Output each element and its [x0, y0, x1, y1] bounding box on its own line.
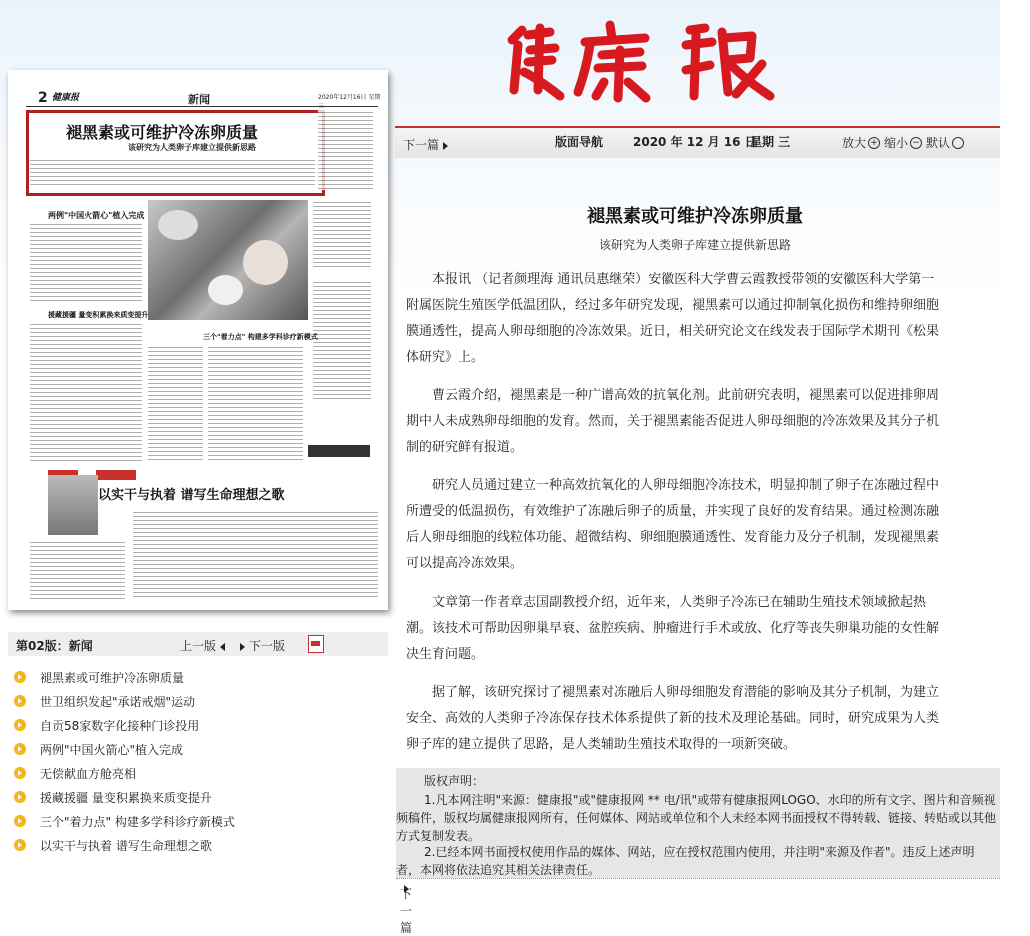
- bullet-icon: [14, 791, 26, 803]
- photo-figure: [208, 275, 243, 305]
- bullet-icon: [14, 815, 26, 827]
- bottom-nav: [396, 878, 1000, 935]
- bullet-icon: [14, 695, 26, 707]
- thumbnail-text-block: [30, 322, 142, 462]
- bullet-icon: [14, 719, 26, 731]
- article-link-label: 以实干与执着 谱写生命理想之歌: [40, 838, 212, 853]
- next-article-label: 下一篇: [403, 138, 440, 152]
- zoom-default-label: 默认: [926, 136, 951, 150]
- zoom-out-label: 缩小: [884, 136, 909, 150]
- thumbnail-lead-subtitle: 该研究为人类卵子库建立提供新思路: [128, 143, 256, 152]
- article-paragraph: 研究人员通过建立一种高效抗氧化的人卵母细胞冷冻技术，明显抑制了卵子在冻融过程中所遭受的低温损伤，有效维护了冻融后卵子的质量，并实现了良好的发育结果。通过检测冻融后人卵母细胞的线粒体功能、超微结构、卵细胞膜通透性、发育能力及分子机制，发现褪黑素可以提高冷冻效果。: [406, 478, 940, 571]
- edition-navbar: [395, 126, 1000, 158]
- thumbnail-text-block: [313, 280, 371, 400]
- list-item[interactable]: [14, 761, 384, 785]
- prev-edition-link[interactable]: [180, 637, 225, 654]
- edition-label: 第02版：新闻: [16, 639, 93, 653]
- triangle-right-icon: [443, 142, 448, 150]
- issue-date: 2020 年 12 月 16 日: [633, 135, 757, 149]
- zoom-controls: [842, 134, 964, 151]
- thumbnail-text-block: [148, 345, 203, 460]
- thumbnail-logo: 健康报: [52, 93, 80, 103]
- article-link-label: 无偿献血方舱亮相: [40, 766, 137, 781]
- copyright-title: 版权声明：: [424, 774, 485, 788]
- article-title: 褪黑素或可维护冷冻卵质量: [587, 206, 803, 227]
- photo-figure: [243, 240, 288, 285]
- article-paragraph: 文章第一作者章志国副教授介绍，近年来，人类卵子冷冻已在辅助生殖技术领域掀起热潮。该技术可帮助因卵巢早衰、盆腔疾病、肿瘤进行手术或放、化疗等丧失卵巢功能的女性解决生育问题。: [406, 595, 940, 662]
- copyright-item-1: 1.凡本网注明"来源：健康报"或"健康报网 ** 电/讯"或带有健康报网LOGO、水印的所有文字、图片和音频视频稿件，版权均属健康报网所有，任何媒体、网站或单位和个人未经本网书面授权不得转载、链接、转贴或以其他方式复制发表。: [396, 793, 997, 843]
- plus-icon: +: [868, 137, 880, 149]
- band-tag: [96, 470, 136, 480]
- thumbnail-text-block: [318, 110, 373, 190]
- thumbnail-text-block: [313, 200, 371, 270]
- thumbnail-page-number: 2: [38, 90, 48, 106]
- newspaper-page-thumbnail[interactable]: [8, 70, 388, 610]
- list-item[interactable]: [14, 665, 384, 689]
- list-item[interactable]: [14, 713, 384, 737]
- thumbnail-rule: [26, 106, 378, 107]
- triangle-right-icon: [240, 643, 245, 651]
- thumbnail-headline-song: 以实干与执着 谱写生命理想之歌: [98, 488, 285, 503]
- thumbnail-portrait: [48, 475, 98, 535]
- thumbnail-headline-2: 两例"中国火箭心"植入完成: [48, 211, 145, 220]
- bullet-icon: [14, 767, 26, 779]
- thumbnail-text-block: [30, 540, 125, 600]
- next-edition-label: 下一版: [249, 639, 286, 653]
- thumbnail-text-block: [208, 345, 303, 460]
- thumbnail-lead-title: 褪黑素或可维护冷冻卵质量: [66, 123, 259, 142]
- article-link-label: 援藏援疆 量变积累换来质变提升: [40, 790, 212, 805]
- calligraphy-logo: [500, 10, 800, 110]
- pdf-icon[interactable]: [308, 635, 324, 653]
- thumbnail-text-block: [30, 158, 315, 188]
- list-item[interactable]: [14, 737, 384, 761]
- issue-weekday: 星期 三: [750, 135, 791, 149]
- bullet-icon: [14, 839, 26, 851]
- thumbnail-photo: [148, 200, 308, 320]
- bottom-next-label: 下一篇: [400, 887, 413, 935]
- article-link-label: 褪黑素或可维护冷冻卵质量: [40, 670, 185, 685]
- thumbnail-meta: 2020年12月16日 星期: [318, 94, 381, 101]
- zoom-in-button[interactable]: [842, 134, 880, 151]
- article-paragraph: 据了解，该研究探讨了褪黑素对冻融后人卵母细胞发育潜能的影响及其分子机制，为建立安全、高效的人类卵子冷冻保存技术体系提供了新的技术及理论基础。同时，研究成果为人类卵子库的建立提供了思路，是人类辅助生殖技术取得的一项新突破。: [406, 685, 940, 752]
- article-list: [14, 665, 384, 857]
- copyright-item-2: 2.已经本网书面授权使用作品的媒体、网站，应在授权范围内使用，并注明"来源及作者"。违反上述声明者，本网将依法追究其相关法律责任。: [396, 845, 975, 877]
- zoom-in-label: 放大: [842, 136, 867, 150]
- thumbnail-headline-3: 援藏援疆 量变积累换来质变提升: [48, 311, 149, 319]
- article-link-label: 两例"中国火箭心"植入完成: [40, 742, 184, 757]
- thumbnail-text-block: [133, 510, 378, 600]
- circle-icon: [952, 137, 964, 149]
- list-item[interactable]: [14, 809, 384, 833]
- list-item[interactable]: [14, 833, 384, 857]
- thumbnail-banner: [308, 445, 370, 457]
- list-item[interactable]: [14, 689, 384, 713]
- article-subtitle: 该研究为人类卵子库建立提供新思路: [598, 238, 791, 252]
- triangle-left-icon: [220, 643, 225, 651]
- article-paragraph: 曹云霞介绍，褪黑素是一种广谱高效的抗氧化剂。此前研究表明，褪黑素可以促进排卵周期中人未成熟卵母细胞的发育。然而，关于褪黑素能否促进人卵母细胞的冷冻效果及其分子机制的研究鲜有报道。: [406, 388, 940, 455]
- zoom-default-button[interactable]: [926, 134, 964, 151]
- zoom-out-button[interactable]: [884, 134, 922, 151]
- thumbnail-text-block: [30, 222, 142, 302]
- prev-edition-label: 上一版: [180, 639, 217, 653]
- article-link-label: 世卫组织发起"承诺戒烟"运动: [40, 694, 196, 709]
- minus-icon: −: [910, 137, 922, 149]
- thumbnail-section: 新闻: [188, 93, 210, 106]
- bullet-icon: [14, 743, 26, 755]
- edition-bar: [8, 632, 388, 656]
- page-guide-link[interactable]: 版面导航: [555, 135, 604, 149]
- masthead-logo: [500, 10, 800, 110]
- next-article-link[interactable]: [403, 136, 448, 153]
- right-margin: [1000, 0, 1030, 902]
- article-link-label: 自贡58家数字化接种门诊投用: [40, 718, 200, 733]
- list-item[interactable]: [14, 785, 384, 809]
- bullet-icon: [14, 671, 26, 683]
- thumbnail-headline-4: 三个"着力点" 构建多学科诊疗新模式: [203, 333, 318, 341]
- article-paragraph: 本报讯 （记者颜理海 通讯员惠继荣）安徽医科大学曹云霞教授带领的安徽医科大学第一附属医院生殖医学低温团队，经过多年研究发现，褪黑素可以通过抑制氧化损伤和维持卵细胞膜通透性，提高人卵母细胞的冷冻效果。近日，相关研究论文在线发表于国际学术期刊《松果体研究》上。: [406, 272, 940, 365]
- article-link-label: 三个"着力点" 构建多学科诊疗新模式: [40, 814, 235, 829]
- copyright-notice: [396, 768, 1000, 878]
- thumbnail-header: [38, 90, 383, 104]
- triangle-right-icon: [404, 885, 409, 893]
- next-edition-link[interactable]: [240, 637, 285, 654]
- photo-figure: [158, 210, 198, 240]
